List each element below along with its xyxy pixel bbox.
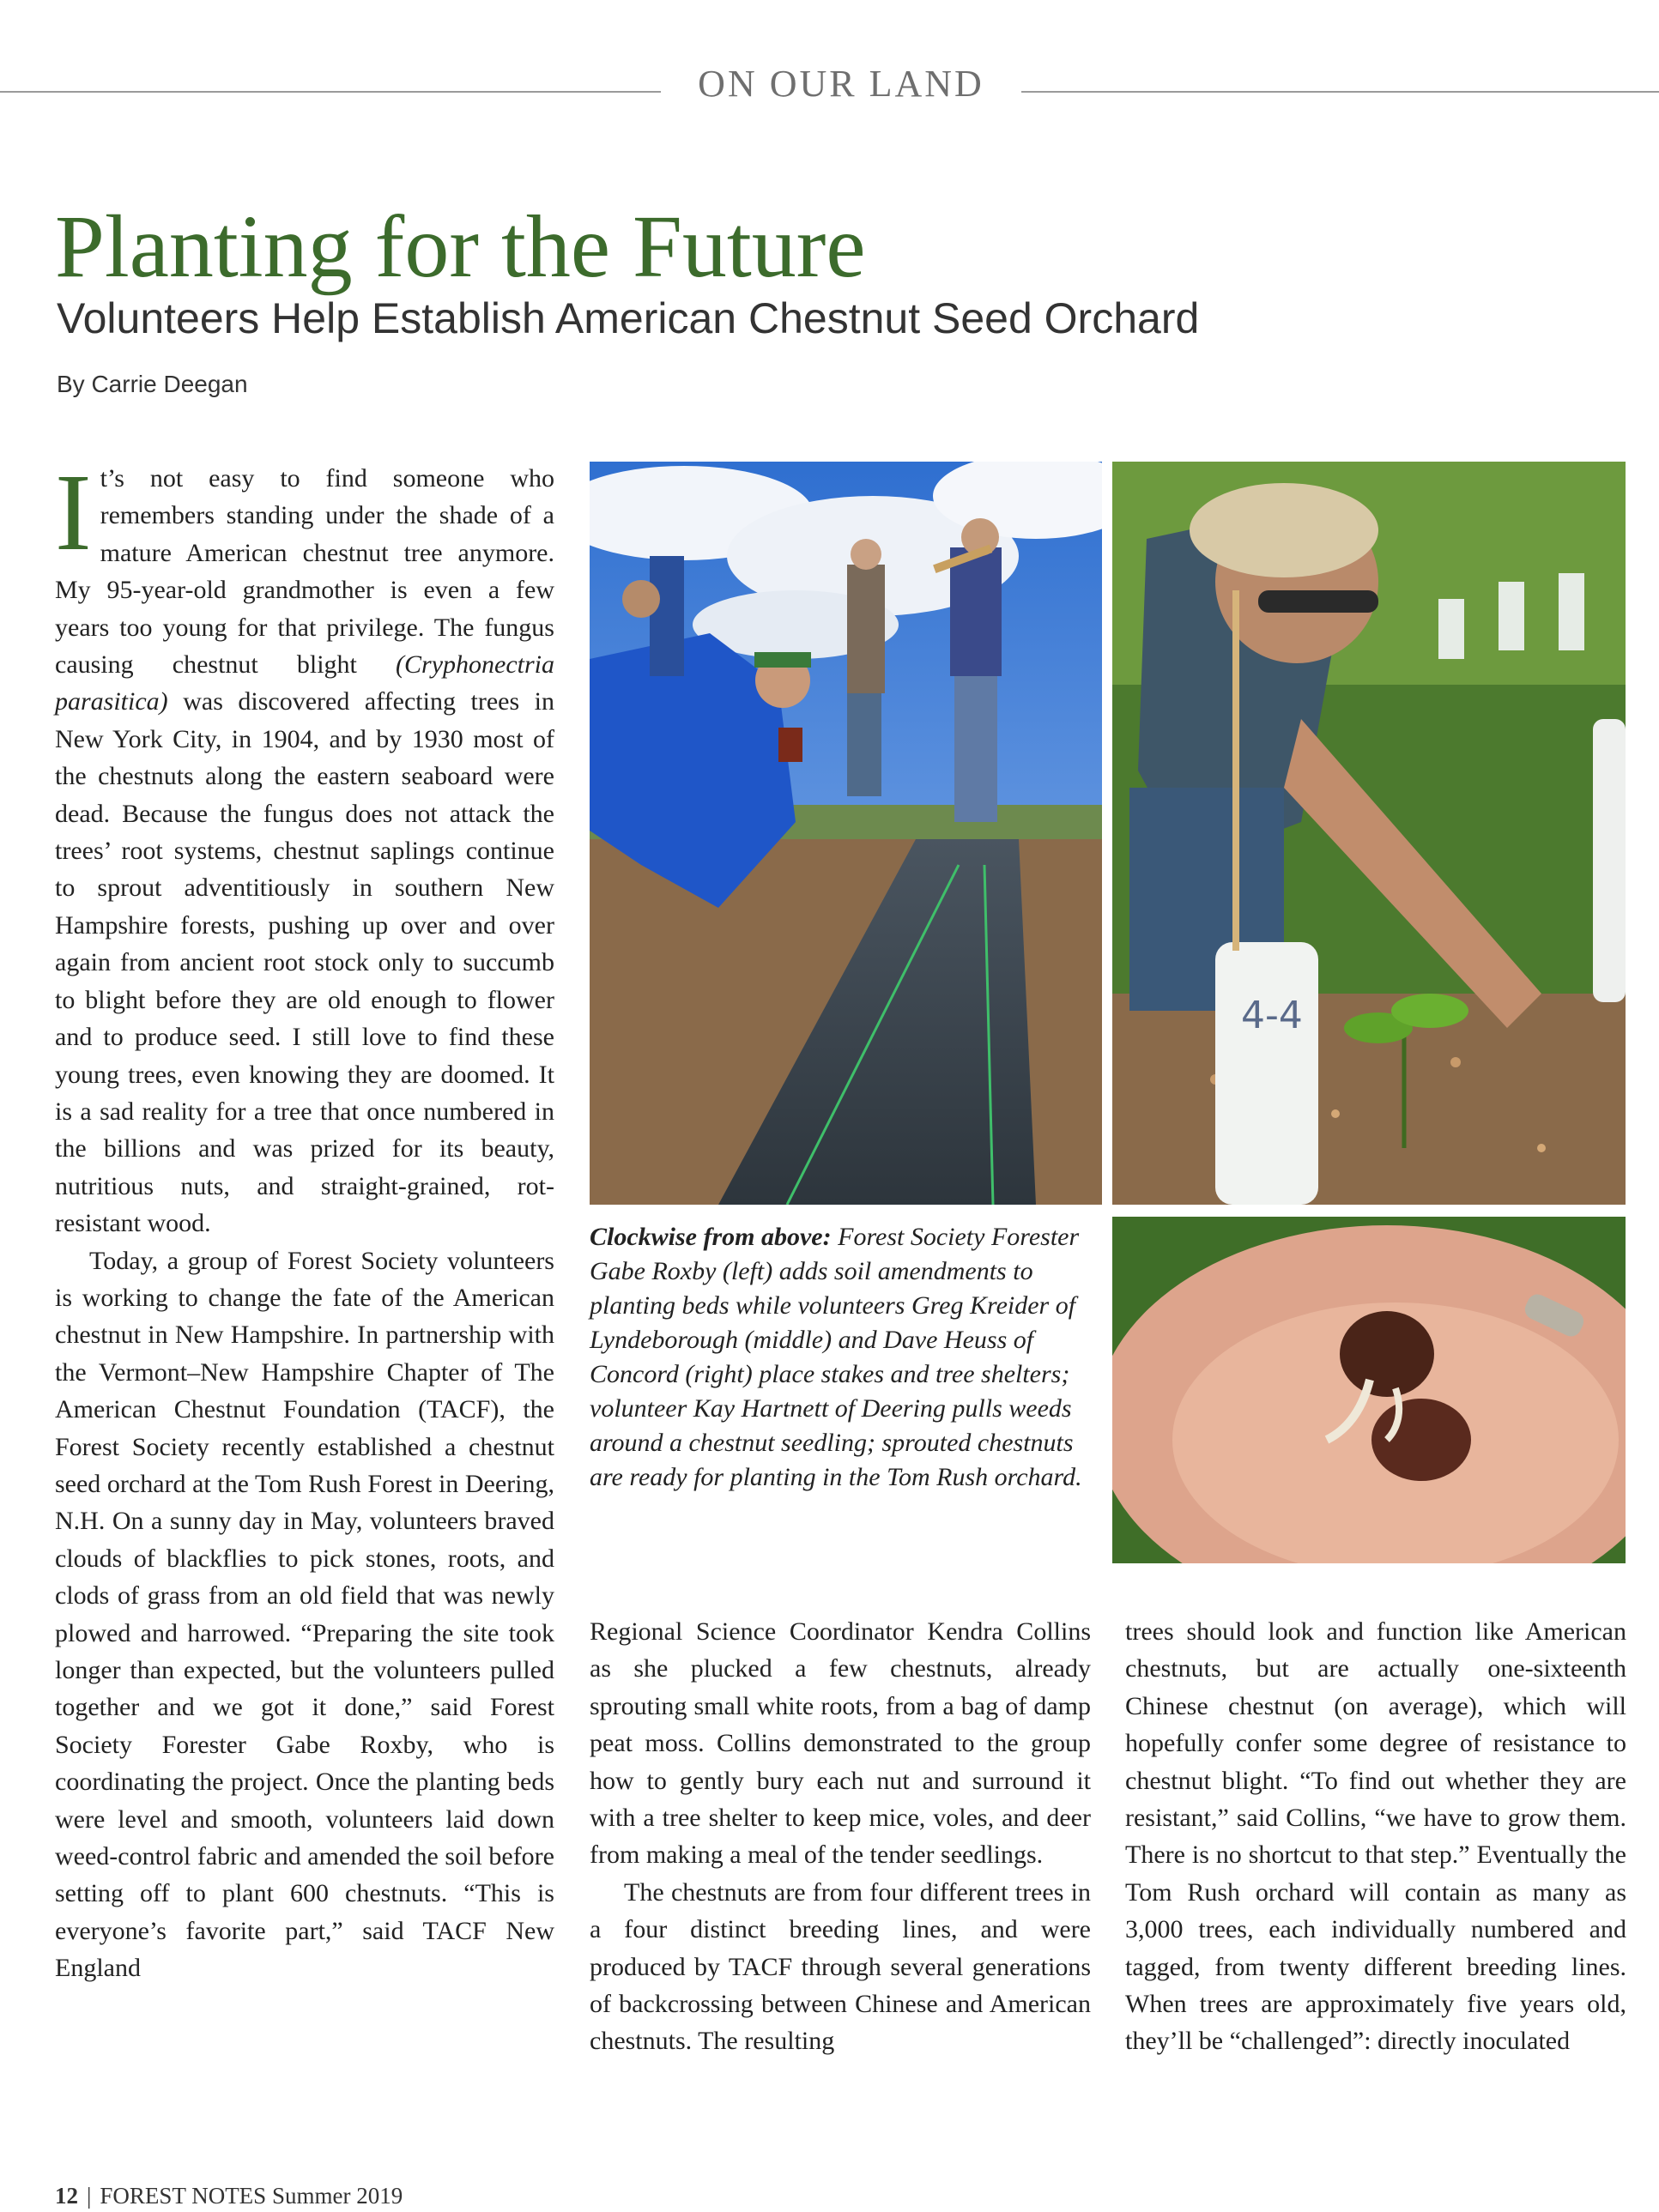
section-label: ON OUR LAND xyxy=(698,63,984,105)
page-number: 12 xyxy=(55,2183,78,2209)
article-column-2 xyxy=(590,1613,1091,2060)
article-column-3 xyxy=(1125,1613,1626,2060)
caption-text: Forest Society Forester Gabe Roxby (left) adds soil amendments to planting beds while volunteers Greg Kreider of Lyndeborough (middle) and Dave Heuss of Concord (right) place stakes and tree shelters; volunteer Kay Hartnett of Deering pulls weeds around a chestnut seedling; sprouted chestnuts are ready for planting in the Tom Rush orchard. xyxy=(590,1223,1082,1491)
byline: By Carrie Deegan xyxy=(57,371,248,397)
footer-separator: | xyxy=(87,2183,92,2209)
photo-volunteers-planting-beds xyxy=(590,462,1102,1205)
issue-date: Summer 2019 xyxy=(271,2183,403,2209)
paragraph-1 xyxy=(55,451,554,1242)
article-column-1 xyxy=(55,451,554,1987)
paragraph-1-text-b: was discovered affecting trees in New York City, in 1904, and by 1930 most of the chestnuts along the eastern seaboard were dead. Because the fungus does not attack the trees’ root systems, chestnut saplings continue to sprout adventitiously in southern New Hampshire forests, pushing up over and over again from ancient root stock only to succumb to blight before they are old enough to flower and to produce seed. I still love to find these young trees, even knowing they are doomed. It is a sad reality for a tree that once numbered in the billions and was prized for its beauty, nutritious nuts, and straight-grained, rot-resistant wood. xyxy=(55,687,554,1238)
paragraph-3-continued: trees should look and function like American chestnuts, but are actually one-sixteenth Chinese chestnut (on average), which will hopefully confer some degree of resistance to chestnut blight. “To find out whether they are resistant,” said Collins, “we have to grow them. There is no shortcut to that step.” Eventually the Tom Rush orchard will contain as many as 3,000 trees, each individually numbered and tagged, from twenty different breeding lines. When trees are approximately five years old, they’ll be “challenged”: directly inoculated xyxy=(1125,1617,1626,2056)
page-footer xyxy=(55,2183,403,2209)
paragraph-2-continued: Regional Science Coordinator Kendra Collins as she plucked a few chestnuts, already sprouting small white roots, from a bag of damp peat moss. Collins demonstrated to the group how to gently bury each nut and surround it with a tree shelter to keep mice, voles, and deer from making a meal of the tender seedlings. xyxy=(590,1617,1091,1870)
caption-lead: Clockwise from above: xyxy=(590,1223,832,1251)
publication-name: FOREST NOTES xyxy=(100,2183,267,2209)
paragraph-1-text-a: t’s not easy to find someone who remembers standing under the shade of a mature American chestnut tree anymore. My 95-year-old grandmother is even a few years too young for that privilege. The fungus causing chestnut blight xyxy=(55,464,554,680)
paragraph-2: Today, a group of Forest Society volunteers is working to change the fate of the American chestnut in New Hampshire. In partnership with the Vermont–New Hampshire Chapter of The American Chestnut Foundation (TACF), the Forest Society recently established a chestnut seed orchard at the Tom Rush Forest in Deering, N.H. On a sunny day in May, volunteers braved clouds of blackflies to pick stones, roots, and clods of grass from an old field that was newly plowed and harrowed. “Preparing the site took longer than expected, but the volunteers pulled together and we got it done,” said Forest Society Forester Gabe Roxby, who is coordinating the project. Once the planting beds were level and smooth, volunteers laid down weed-control fabric and amended the soil before setting off to plant 600 chestnuts. “This is everyone’s favorite part,” said TACF New England xyxy=(55,1246,554,1983)
article-title: Planting for the Future xyxy=(55,197,866,296)
paragraph-3: The chestnuts are from four different trees in a four distinct breeding lines, and were produced by TACF through several generations of backcrossing between Chinese and American chestnuts. The resulting xyxy=(590,1877,1091,2056)
header-rule-right xyxy=(1021,91,1659,93)
drop-cap: I xyxy=(55,451,92,573)
section-header xyxy=(0,58,1659,110)
photo-caption xyxy=(590,1220,1093,1495)
species-name: (Cryphonectria parasitica) xyxy=(55,650,554,716)
photo-volunteer-weeding xyxy=(1112,462,1626,1205)
shelter-label: 4-4 xyxy=(1241,994,1303,1037)
header-rule-left xyxy=(0,91,661,93)
article-subtitle: Volunteers Help Establish American Chestnut Seed Orchard xyxy=(57,294,1200,342)
photo-sprouted-chestnuts xyxy=(1112,1217,1626,1563)
